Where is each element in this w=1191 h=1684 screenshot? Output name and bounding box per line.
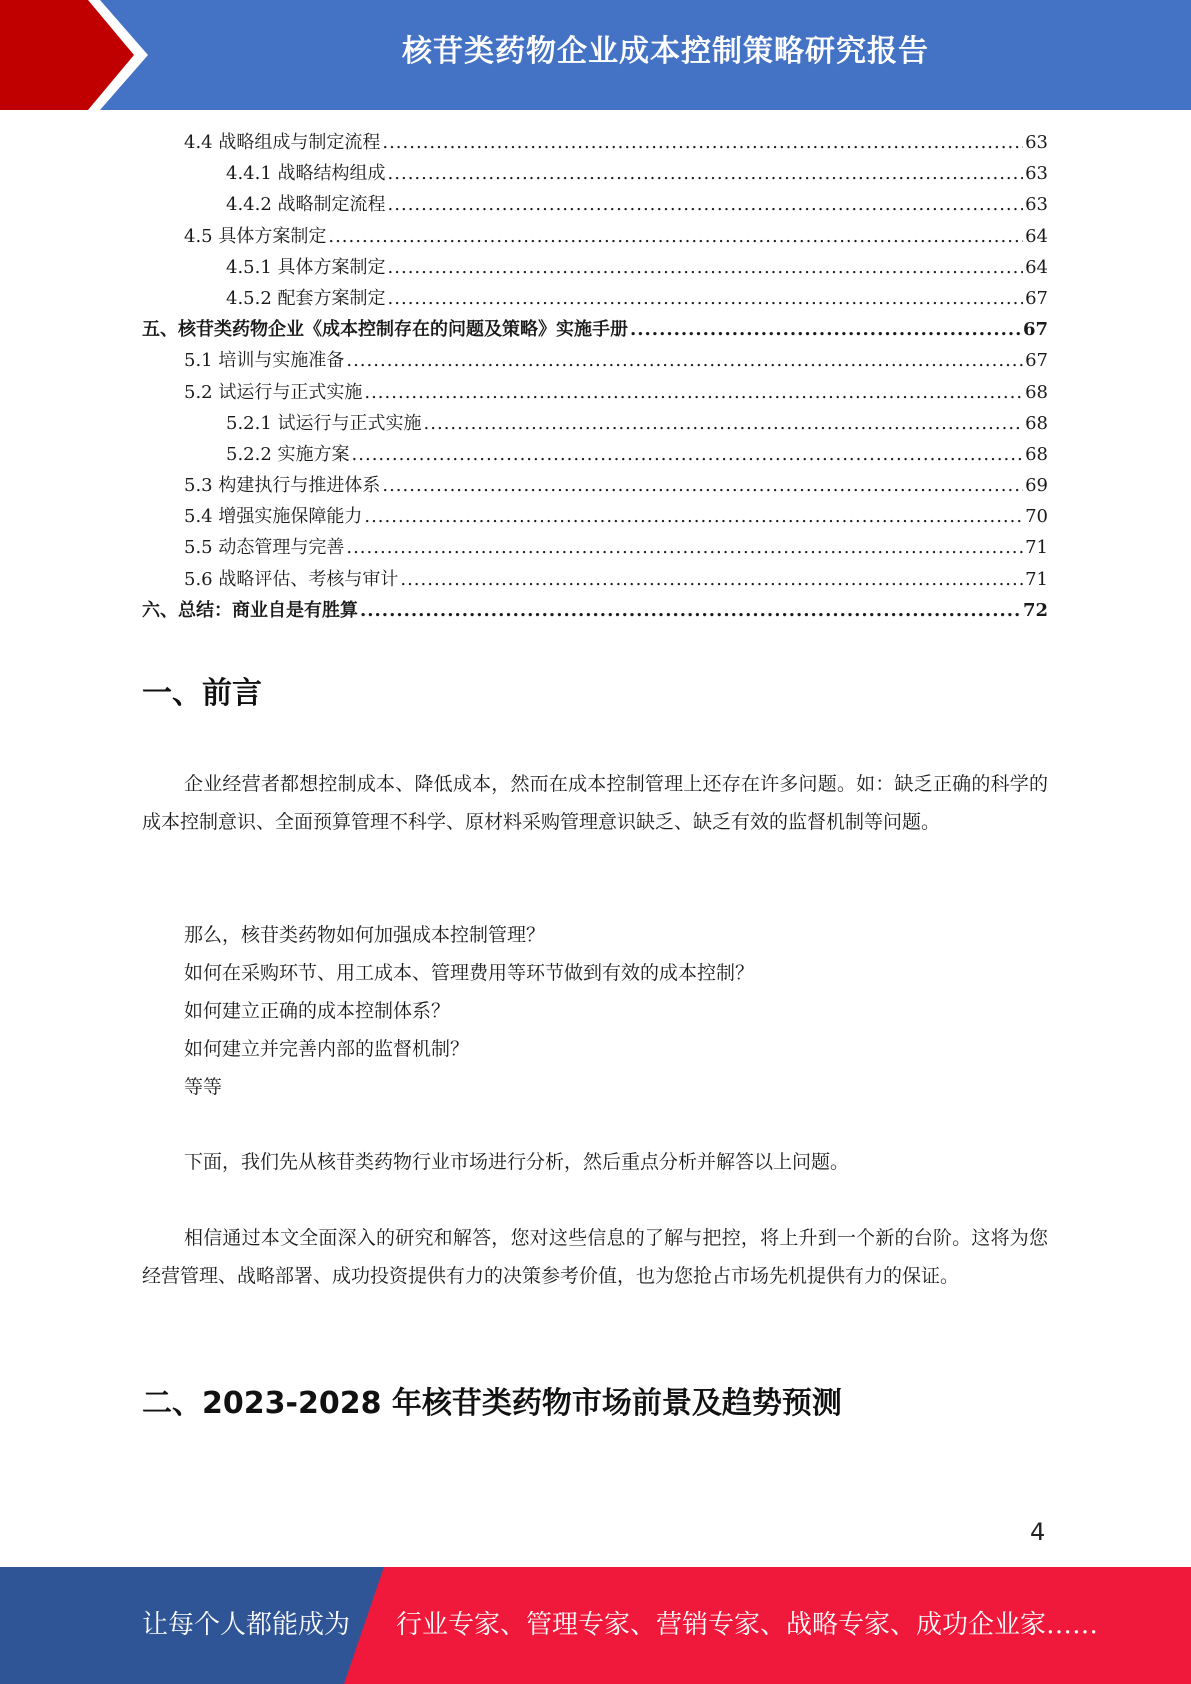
report-title: 核苷类药物企业成本控制策略研究报告 [402,34,929,69]
toc-entry-page: 70 [1025,506,1048,528]
toc-entry[interactable] [142,190,1048,221]
list-item: 如何建立正确的成本控制体系？ [184,1000,451,1022]
toc-entry-page: 68 [1025,381,1048,403]
list-item: 那么，核苷类药物如何加强成本控制管理？ [184,924,546,946]
report-header-banner [0,0,1191,110]
toc-dot-leader [388,194,1024,215]
toc-entry-page: 67 [1025,287,1048,309]
toc-entry[interactable] [142,284,1048,315]
toc-entry[interactable] [142,128,1048,159]
toc-entry[interactable] [142,502,1048,533]
toc-dot-leader [388,257,1024,278]
toc-dot-leader [364,382,1023,403]
header-chevron-decoration [0,0,160,110]
toc-entry-label: 5.2 试运行与正式实施 [184,381,363,403]
list-item: 如何建立并完善内部的监督机制？ [184,1038,470,1060]
toc-entry[interactable] [142,346,1048,377]
toc-entry-page: 68 [1025,412,1048,434]
preface-paragraph-2: 下面，我们先从核苷类药物行业市场进行分析，然后重点分析并解答以上问题。 [184,1151,850,1173]
report-footer-banner [0,1567,1191,1684]
toc-entry-label: 5.4 增强实施保障能力 [184,506,363,528]
toc-dot-leader [346,350,1023,371]
toc-entry-page: 64 [1025,225,1048,247]
toc-dot-leader [360,600,1021,621]
section-heading-preface: 一、前言 [142,676,262,711]
toc-dot-leader [388,163,1024,184]
toc-entry-label: 5.6 战略评估、考核与审计 [184,568,399,590]
toc-entry[interactable] [142,409,1048,440]
toc-entry-label: 4.5.2 配套方案制定 [226,287,386,309]
toc-entry-label: 5.1 培训与实施准备 [184,350,345,372]
toc-dot-leader [388,288,1024,309]
page-number: 4 [1030,1518,1046,1546]
toc-dot-leader [424,413,1024,434]
toc-entry[interactable] [142,222,1048,253]
list-item: 如何在采购环节、用工成本、管理费用等环节做到有效的成本控制？ [184,962,755,984]
toc-entry[interactable] [142,533,1048,564]
toc-entry-page: 64 [1025,256,1048,278]
toc-entry-label: 五、核苷类药物企业《成本控制存在的问题及策略》实施手册 [142,319,628,341]
toc-entry-page: 68 [1025,443,1048,465]
toc-entry-page: 63 [1025,163,1048,185]
footer-slogan-left: 让每个人都能成为 [142,1610,351,1640]
toc-entry[interactable] [142,315,1048,346]
toc-entry-label: 六、总结：商业自是有胜算 [142,599,358,621]
toc-entry-page: 71 [1025,537,1048,559]
toc-entry-label: 4.4.1 战略结构组成 [226,163,386,185]
list-item: 等等 [184,1076,223,1098]
toc-dot-leader [328,226,1023,247]
toc-entry-page: 63 [1025,132,1048,153]
section-heading-market-outlook: 二、2023-2028 年核苷类药物市场前景及趋势预测 [142,1386,842,1421]
table-of-contents [142,128,1048,627]
toc-entry[interactable] [142,565,1048,596]
preface-question-list [184,916,1044,1106]
toc-entry[interactable] [142,471,1048,502]
toc-entry-label: 5.5 动态管理与完善 [184,537,345,559]
footer-slogan-right: 行业专家、管理专家、营销专家、战略专家、成功企业家…… [396,1610,1099,1640]
toc-entry-label: 4.4 战略组成与制定流程 [184,132,381,153]
toc-entry[interactable] [142,253,1048,284]
toc-entry-page: 67 [1022,319,1048,341]
preface-paragraph-3: 相信通过本文全面深入的研究和解答，您对这些信息的了解与把控，将上升到一个新的台阶。这将为您经营管理、战略部署、成功投资提供有力的决策参考价值，也为您抢占市场先机提供有力的保证。 [142,1227,1048,1287]
toc-entry-label: 4.5.1 具体方案制定 [226,256,386,278]
toc-entry[interactable] [142,440,1048,471]
toc-entry[interactable] [142,596,1048,627]
toc-entry[interactable] [142,159,1048,190]
toc-dot-leader [352,444,1024,465]
toc-entry-label: 5.2.2 实施方案 [226,443,350,465]
toc-dot-leader [382,475,1023,496]
toc-entry-page: 63 [1025,194,1048,216]
toc-entry-label: 4.4.2 战略制定流程 [226,194,386,216]
toc-entry-label: 4.5 具体方案制定 [184,225,327,247]
toc-entry-page: 72 [1022,599,1048,621]
preface-paragraph-1: 企业经营者都想控制成本、降低成本，然而在成本控制管理上还存在许多问题。如：缺乏正确的科学的成本控制意识、全面预算管理不科学、原材料采购管理意识缺乏、缺乏有效的监督机制等问题。 [142,773,1048,833]
toc-dot-leader [346,537,1023,558]
toc-entry-label: 5.2.1 试运行与正式实施 [226,412,422,434]
toc-entry-page: 69 [1025,475,1048,497]
toc-entry-page: 67 [1025,350,1048,372]
toc-dot-leader [400,569,1023,590]
toc-dot-leader [382,132,1023,153]
toc-entry[interactable] [142,378,1048,409]
toc-entry-label: 5.3 构建执行与推进体系 [184,475,381,497]
toc-dot-leader [630,319,1021,340]
toc-entry-page: 71 [1025,568,1048,590]
toc-dot-leader [364,506,1023,527]
